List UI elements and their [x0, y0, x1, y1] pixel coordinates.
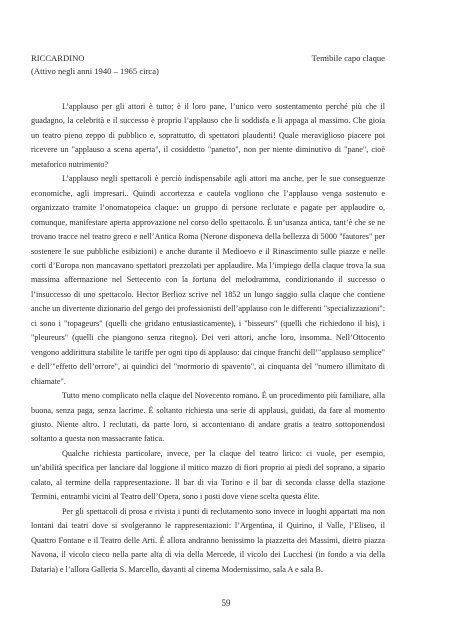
paragraph: L’applauso per gli attori è tutto; è il loro pane, l’unico vero sostentamento perché più che il guadagno, la celebrità e il successo è proprio l’applauso che li soddisfa e li appaga al massimo. Che gioia un teatro pieno zeppo di pubblico e, soprattutto, di spettatori plaudenti! Quale meraviglioso piacere poi ricevere un "applauso a scena aperta", il cosiddetto "panetto", non per niente diminutivo di "pane", cioè metaforico nutrimento?	[31, 102, 385, 169]
author-name: RICCARDINO	[31, 53, 85, 63]
author-role: Temibile capo claque	[311, 53, 385, 63]
paragraph: Per gli spettacoli di prosa e rivista i punti di reclutamento sono invece in luoghi appartati ma non lontani dai teatri dove si svolgeranno le rappresentazioni: l’Argentina, il Quirino, il Valle, l’Eliseo, il Quattro Fontane e il Teatro delle Arti. È allora andranno benissimo la piazzetta dei Massimi, dietro piazza Navona, il vicolo cieco nella parte alta di via della Mercede, il vicolo dei Lucchesi (in fondo a via della Dataria) e l’allora Galleria S. Marcello, davanti al cinema Modernissimo, sala A e sala B.	[31, 506, 385, 574]
author-block	[31, 52, 159, 78]
page-number: 59	[221, 598, 231, 608]
paragraph: L’applauso negli spettacoli è perciò indispensabile agli attori ma anche, per le sue conseguenze economiche, agli impresari.. Quindi accortezza e cautela vogliono che l’applauso venga sostenuto e organizzato tramite l’onomatopeica claque: un gruppo di persone reclutate e pagate per applaudire o, comunque, manifestare aperta approvazione nel corso dello spettacolo. È un’usanza antica, tant’è che se ne trovano tracce nel teatro greco e nell’Antica Roma (Nerone disponeva della bellezza di 5000 "fautores" per sostenere le sue pubbliche esibizioni) e anche durante il Medioevo e il Rinascimento sulle piazze e nelle corti d’Europa non mancavano spettatori prezzolati per applaudire. Ma l’impiego della claque trova la sua massima affermazione nel Settecento con la fortuna del melodramma, condizionando il successo o l’insuccesso di uno spettacolo. Hector Berlioz scrive nel 1852 un lungo saggio sulla claque che contiene anche un divertente dizionario del gergo dei professionisti dell’applauso con le differenti "specializzazioni": ci sono i "topageurs" (quelli che gridano entusiasticamente), i "bisseurs" (quelli che richiedono il bis), i "pleureurs" (quelli che piangono senza ritegno). Dei veri attori, anche loro, insomma. Nell’Ottocento vengono addirittura stabilite le tariffe per ogni tipo di applauso: dai cinque franchi dell’"applauso semplice" e dell’"effetto dell’orrore", ai quindici del "mormorio di spavento", ai cinquanta del "numero illimitato di chiamate".	[31, 174, 385, 386]
paragraph: Tutto meno complicato nella claque del Novecento romano. È un procedimento più familiare, alla buona, senza paga, senza lacrime. È soltanto richiesta una serie di applausi, guidati, da fare al momento giusto. Niente altro. I reclutati, da parte loro, si accontentano di andare gratis a teatro sottoponendosi soltanto a questa non massacrante fatica.	[31, 391, 385, 444]
author-dates: (Attivo negli anni 1940 – 1965 circa)	[31, 66, 159, 76]
body-text	[31, 100, 385, 577]
paragraph: Qualche richiesta particolare, invece, per la claque del teatro lirico: ci vuole, per esempio, un’abilità specifica per lanciare dal loggione il mitico mazzo di fiori proprio ai piedi del soprano, a sipario calato, al termine della rappresentazione. Il bar di via Torino e il bar di seconda classe della stazione Termini, entrambi vicini al Teatro dell’Opera, sono i posti dove viene scelta questa élite.	[31, 448, 385, 502]
